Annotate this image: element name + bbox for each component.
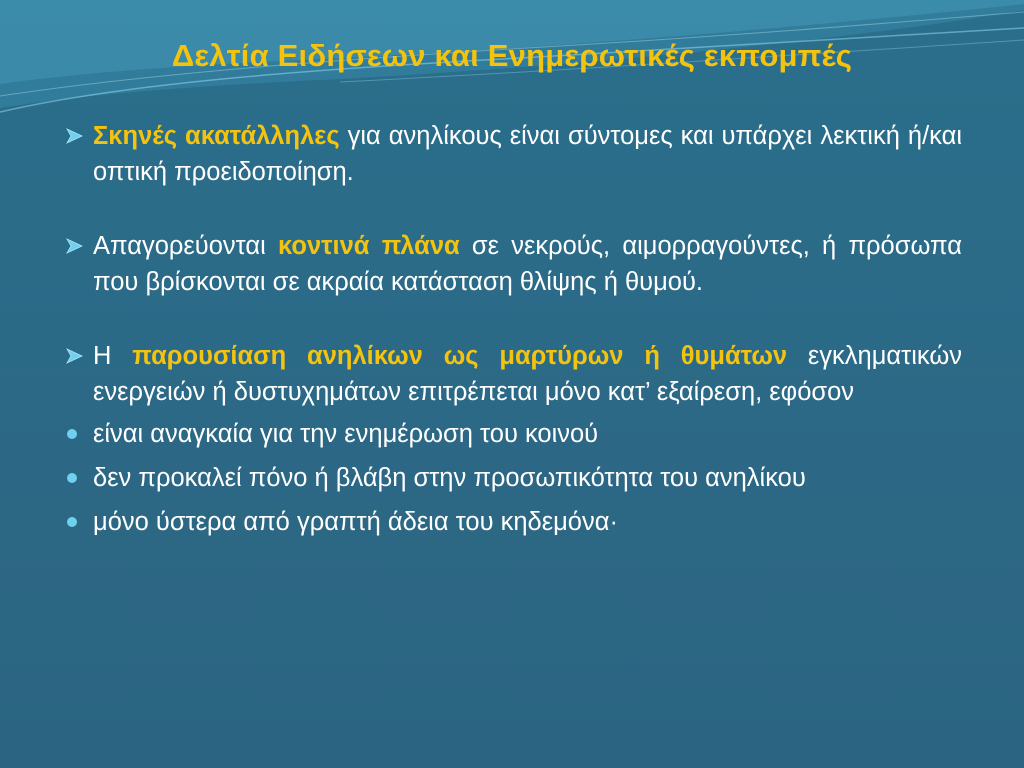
item-text: σε νεκρούς, αιμορραγούντες, ή πρόσωπα που βρίσκονται σε ακραία κατάσταση θλίψης ή θυμού. xyxy=(93,232,962,296)
list-item xyxy=(66,338,962,410)
item-text: για ανηλίκους είναι σύντομες και υπάρχει λεκτική ή/και οπτική προειδοποίηση. xyxy=(93,122,963,186)
slide-content xyxy=(66,118,962,548)
list-item xyxy=(66,460,962,496)
list-item xyxy=(66,416,962,452)
highlight-text: παρουσίαση ανηλίκων ως μαρτύρων ή θυμάτων xyxy=(132,342,788,370)
item-text: είναι αναγκαία για την ενημέρωση του κοινού xyxy=(93,420,599,448)
list-item xyxy=(66,504,962,540)
item-text-before: Η xyxy=(93,342,133,370)
item-text: μόνο ύστερα από γραπτή άδεια του κηδεμόνα· xyxy=(93,508,618,536)
highlight-text: Σκηνές ακατάλληλες xyxy=(93,122,340,150)
item-text-before: Απαγορεύονται xyxy=(93,232,279,260)
list-item xyxy=(66,228,962,300)
item-text: δεν προκαλεί πόνο ή βλάβη στην προσωπικότητα του ανηλίκου xyxy=(93,464,806,492)
highlight-text: κοντινά πλάνα xyxy=(278,232,460,260)
item-text: εγκληματικών ενεργειών ή δυστυχημάτων επιτρέπεται μόνο κατ’ εξαίρεση, εφόσον xyxy=(93,342,962,406)
list-item xyxy=(66,118,962,190)
slide-title: Δελτία Ειδήσεων και Ενημερωτικές εκπομπές xyxy=(171,38,853,73)
